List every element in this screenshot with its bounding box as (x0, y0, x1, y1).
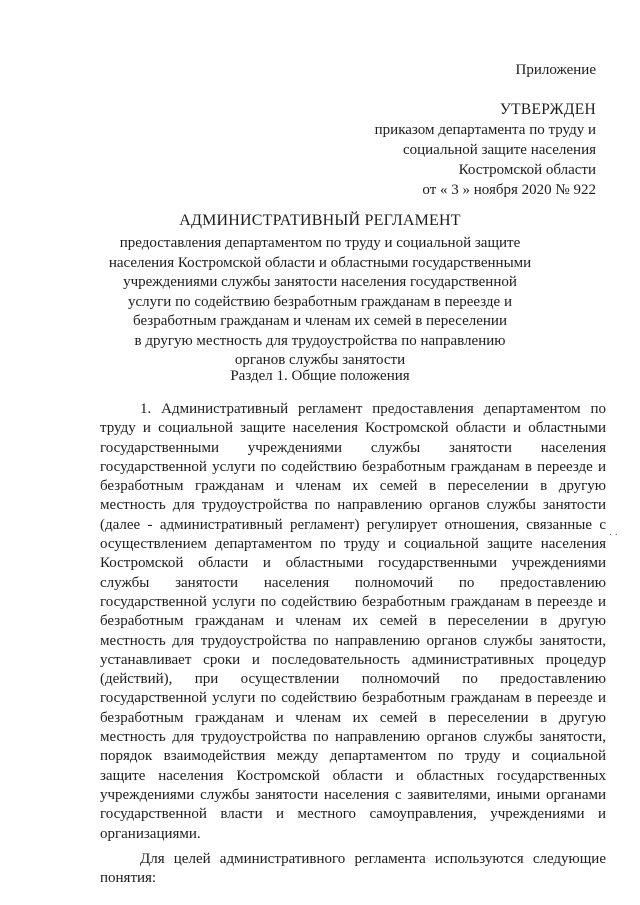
text-line: осуществлением департаментом по труду и социальной защите населения (100, 536, 606, 553)
subtitle-line: органов службы занятости (234, 352, 406, 368)
text-line: устанавливает сроки и последовательность административных процедур (100, 651, 606, 668)
subtitle-line: безработным гражданам и членам их семей в переселении (133, 313, 507, 329)
appendix-label: Приложение (515, 62, 596, 78)
approval-header (375, 60, 596, 200)
scan-mark: · · (608, 530, 618, 541)
body-text (100, 400, 606, 888)
text-line: государственными учреждениями службы занятости населения (100, 439, 606, 456)
text-line: государственной услуги по содействию безработным гражданам в переезде и (100, 593, 606, 610)
text-line: (действий), при осуществлении полномочий по предоставлению (100, 671, 606, 688)
title-block (90, 212, 550, 371)
order-line: приказом департамента по труду и (374, 122, 596, 138)
text-line: защите населения Костромской области и областных государственных (100, 767, 606, 784)
text-line: порядок взаимодействия между департаментом по труду и социальной (100, 748, 606, 765)
text-line: местность для трудоустройства по направлению органов службы занятости, (100, 729, 606, 746)
text-line: безработным гражданам и членам их семей в переселении в другую (100, 478, 606, 495)
document-title: АДМИНИСТРАТИВНЫЙ РЕГЛАМЕНТ (179, 212, 461, 229)
text-line: организациями. (100, 825, 201, 842)
text-line: местность для трудоустройства по направлению органов службы занятости, (100, 632, 606, 649)
text-line: 1. Административный регламент предоставления департаментом по (140, 401, 606, 417)
text-line: службы занятости населения полномочий по предоставлению (100, 574, 606, 591)
text-line: местность для трудоустройства по направлению органов службы занятости (100, 497, 606, 514)
approved-label: УТВЕРЖДЕН (499, 101, 596, 118)
text-line: Для целей административного регламента используются следующие (140, 850, 606, 867)
text-line: безработным гражданам и членам их семей в переселении в другую (100, 709, 606, 726)
subtitle-line: услуги по содействию безработным гражданам в переезде и (128, 293, 512, 310)
text-line: безработным гражданам и членам их семей в переселении в другую (100, 613, 606, 630)
section-title: Раздел 1. Общие положения (230, 368, 410, 384)
text-line: государственной власти и местного самоуправления, учреждениями и (100, 806, 606, 823)
subtitle-line: учреждениями службы занятости населения государственной (123, 274, 517, 290)
text-line: государственной услуги по содействию безработным гражданам в переезде и (100, 690, 606, 707)
paragraph-2 (100, 850, 606, 889)
subtitle-line: в другую местность для трудоустройства по направлению (134, 332, 506, 349)
text-line: Костромской области и областными государственными учреждениями (100, 555, 606, 572)
order-line: от « 3 » ноября 2020 № 922 (422, 182, 596, 198)
text-line: (далее - административный регламент) регулирует отношения, связанные с (100, 516, 606, 533)
text-line: понятия: (100, 870, 157, 887)
text-line: учреждениями службы занятости населения с заявителями, иными органами (100, 786, 606, 803)
paragraph-1 (100, 400, 606, 844)
subtitle-line: населения Костромской области и областными государственными (108, 254, 532, 271)
text-line: труду и социальной защите населения Костромской области и областными (100, 420, 606, 437)
order-line: Костромской области (458, 162, 596, 178)
text-line: государственной услуги по содействию безработным гражданам в переезде и (100, 458, 606, 475)
order-line: социальной защите населения (402, 142, 596, 158)
subtitle-line: предоставления департаментом по труду и социальной защите (119, 235, 521, 251)
